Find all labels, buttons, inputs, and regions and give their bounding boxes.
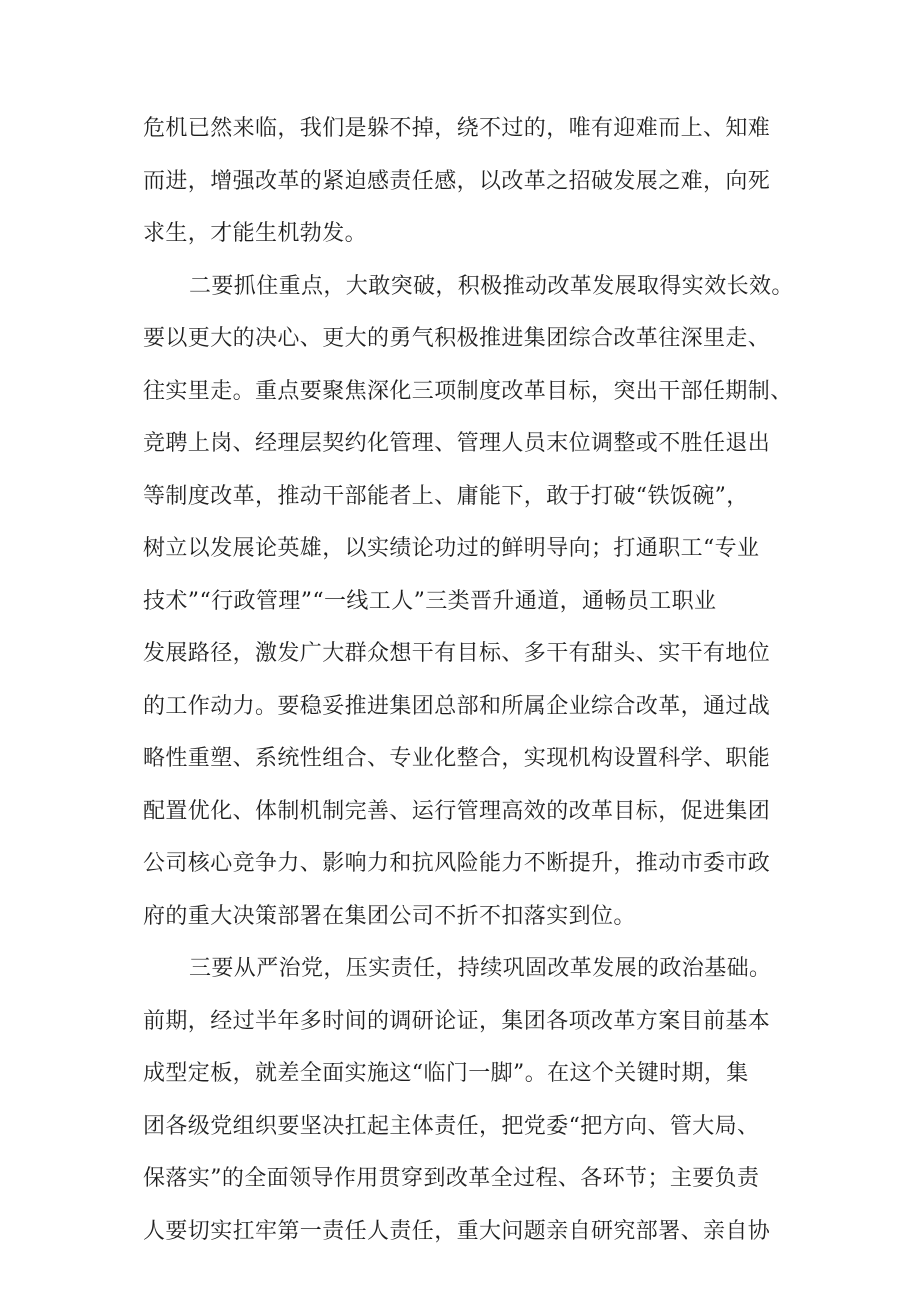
text-line: 技术”“行政管理”“一线工人”三类晋升通道，通畅员工职业 [143, 588, 717, 614]
text-line: 保落实”的全面领导作用贯穿到改革全过程、各环节；主要负责 [143, 1166, 760, 1191]
text-line: 等制度改革，推动干部能者上、庸能下，敢于打破“铁饭碗”， [143, 483, 749, 509]
text-line: 树立以发展论英雄，以实绩论功过的鲜明导向；打通职工“专业 [143, 536, 760, 561]
paragraph-start-line: 二要抓住重点，大敢突破，积极推动改革发展取得实效长效。 [189, 273, 794, 299]
text-line: 公司核心竞争力、影响力和抗风险能力不断提升，推动市委市政 [143, 851, 771, 876]
text-line: 求生，才能生机勃发。 [143, 221, 368, 246]
text-line: 略性重塑、系统性组合、专业化整合，实现机构设置科学、职能 [143, 746, 771, 771]
text-line: 配置优化、体制机制完善、运行管理高效的改革目标，促进集团 [143, 798, 771, 824]
text-line: 而进，增强改革的紧迫感责任感，以改革之招破发展之难，向死 [143, 168, 771, 194]
text-line: 竞聘上岗、经理层契约化管理、管理人员末位调整或不胜任退出 [143, 431, 771, 456]
document-body [143, 103, 803, 1258]
text-line: 往实里走。重点要聚焦深化三项制度改革目标，突出干部任期制、 [143, 378, 793, 404]
text-line: 成型定板，就差全面实施这“临门一脚”。在这个关键时期，集 [143, 1061, 749, 1086]
text-line: 要以更大的决心、更大的勇气积极推进集团综合改革往深里走、 [143, 326, 771, 351]
text-line: 人要切实扛牢第一责任人责任，重大问题亲自研究部署、亲自协 [143, 1218, 771, 1244]
text-line: 前期，经过半年多时间的调研论证，集团各项改革方案目前基本 [143, 1008, 771, 1034]
text-line: 危机已然来临，我们是躲不掉，绕不过的，唯有迎难而上、知难 [143, 116, 771, 141]
paragraph-start-line: 三要从严治党，压实责任，持续巩固改革发展的政治基础。 [189, 956, 772, 981]
text-line: 府的重大决策部署在集团公司不折不扣落实到位。 [143, 903, 636, 929]
text-line: 团各级党组织要坚决扛起主体责任，把党委“把方向、管大局、 [143, 1113, 760, 1139]
text-line: 发展路径，激发广大群众想干有目标、多干有甜头、实干有地位 [143, 641, 771, 666]
text-line: 的工作动力。要稳妥推进集团总部和所属企业综合改革，通过战 [143, 693, 771, 719]
